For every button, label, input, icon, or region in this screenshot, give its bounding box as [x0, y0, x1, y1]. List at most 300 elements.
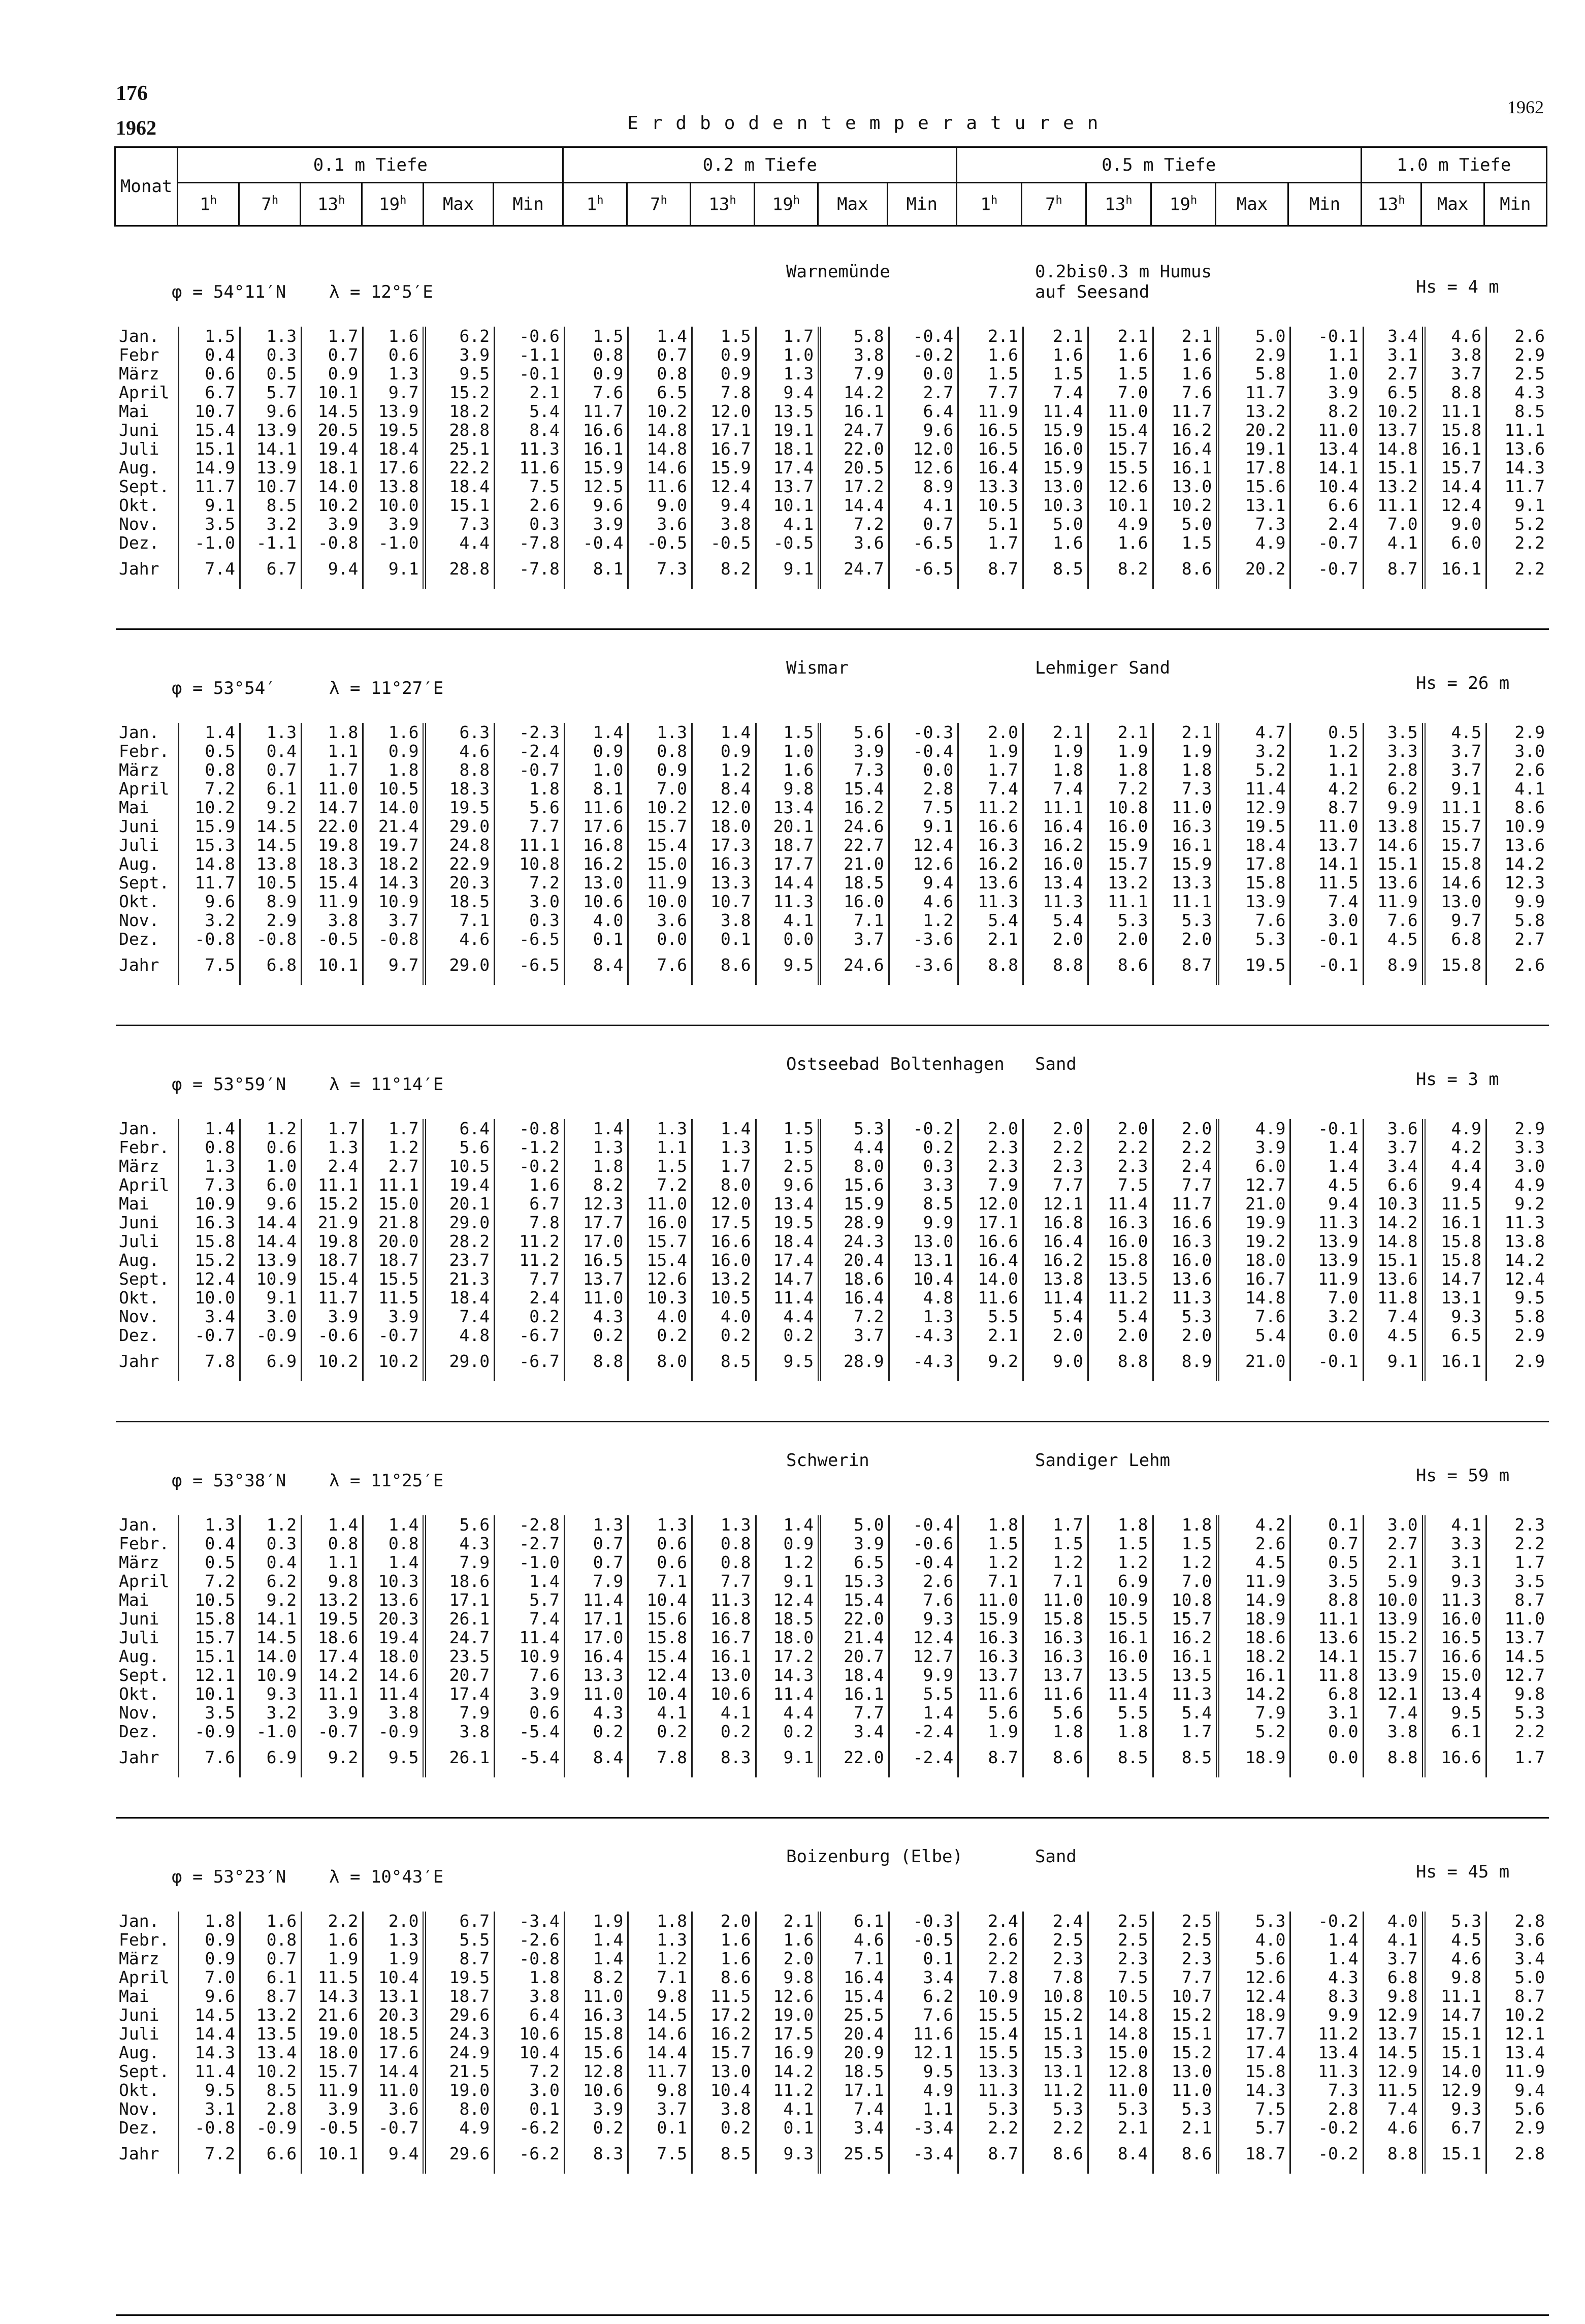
- temperature-cell: 11.2: [495, 1232, 565, 1251]
- month-label: Jan.: [116, 1119, 178, 1138]
- temperature-cell: 2.9: [240, 911, 302, 930]
- temperature-cell: 10.1: [1088, 496, 1153, 515]
- temperature-cell: 0.6: [628, 1553, 692, 1572]
- temperature-cell: 3.0: [1363, 1515, 1424, 1534]
- header-subcol: 19$^h$: [362, 183, 424, 226]
- temperature-cell: 2.1: [1153, 327, 1218, 345]
- temperature-cell: 8.7: [1514, 1590, 1545, 1610]
- temperature-cell: -0.9: [240, 2118, 302, 2137]
- temperature-cell: 17.7: [756, 854, 820, 873]
- temperature-cell: 13.5: [240, 2024, 302, 2043]
- temperature-cell: 13.5: [1088, 1269, 1153, 1288]
- temperature-cell: 20.7: [425, 1666, 495, 1684]
- temperature-cell: 9.2: [958, 1345, 1023, 1381]
- temperature-cell: 15.8: [1424, 421, 1486, 439]
- temperature-cell: 15.8: [178, 1232, 240, 1251]
- temperature-cell: 8.2: [1290, 402, 1363, 421]
- temperature-cell: 15.8: [1088, 1251, 1153, 1269]
- temperature-cell: 19.5: [363, 421, 425, 439]
- temperature-cell: 0.0: [1290, 1741, 1363, 1777]
- temperature-cell: 14.5: [1363, 2043, 1424, 2062]
- temperature-cell: 9.8: [1363, 1987, 1424, 2005]
- temperature-cell: -0.1: [1290, 948, 1363, 985]
- temperature-cell: 9.3: [240, 1684, 302, 1703]
- temperature-cell: 15.8: [1218, 2062, 1290, 2081]
- temperature-cell: 7.5: [1218, 2099, 1290, 2118]
- temperature-cell: 14.7: [1424, 2005, 1486, 2024]
- temperature-cell: 11.0: [1088, 402, 1153, 421]
- temperature-cell: 1.9: [1153, 742, 1218, 760]
- temperature-cell: 5.1: [958, 515, 1023, 533]
- temperature-cell: 1.6: [302, 1930, 363, 1949]
- temperature-cell: 13.8: [1504, 1231, 1545, 1251]
- temperature-cell: 16.4: [1153, 439, 1218, 458]
- temperature-cell: 12.1: [1023, 1194, 1088, 1213]
- temperature-cell: 8.9: [889, 477, 958, 496]
- month-label: Mai: [116, 402, 178, 421]
- temperature-cell: 14.1: [240, 1609, 302, 1628]
- temperature-cell: 7.6: [1218, 911, 1290, 930]
- latitude: φ = 53°23′N: [172, 1867, 286, 1887]
- temperature-cell: 1.5: [756, 1119, 820, 1138]
- month-label: Juni: [116, 817, 178, 836]
- data-table: [116, 327, 1549, 589]
- month-label: Sept.: [116, 1666, 178, 1684]
- temperature-cell: 0.5: [240, 364, 302, 383]
- temperature-cell: 13.9: [1218, 892, 1290, 911]
- temperature-cell: 8.7: [958, 2137, 1023, 2174]
- temperature-cell: 25.5: [820, 2005, 889, 2024]
- temperature-cell: 2.7: [363, 1157, 425, 1175]
- temperature-cell: -0.1: [1290, 930, 1363, 948]
- month-label: Dez.: [116, 1722, 178, 1741]
- temperature-cell: 16.9: [756, 2043, 820, 2062]
- temperature-cell: -0.1: [1290, 1345, 1363, 1381]
- temperature-cell: 10.2: [363, 1345, 425, 1381]
- temperature-cell: 5.7: [1218, 2118, 1290, 2137]
- temperature-cell: 2.5: [1153, 1930, 1218, 1949]
- header-subcol: 1$^h$: [563, 183, 627, 226]
- temperature-cell: 11.4: [1218, 779, 1290, 798]
- temperature-cell: 1.4: [363, 1515, 425, 1534]
- temperature-cell: 5.2: [1218, 1722, 1290, 1741]
- temperature-cell: -4.3: [889, 1326, 958, 1345]
- temperature-cell: -0.2: [1290, 2118, 1363, 2137]
- temperature-cell: 8.8: [958, 948, 1023, 985]
- temperature-cell: 5.5: [889, 1684, 958, 1703]
- temperature-cell: 1.5: [1023, 1534, 1088, 1553]
- temperature-cell: -1.1: [495, 345, 565, 364]
- temperature-cell: 5.3: [1088, 2099, 1153, 2118]
- temperature-cell: 15.8: [1424, 1251, 1486, 1269]
- temperature-cell: 1.3: [692, 1138, 756, 1157]
- temperature-cell: 11.2: [756, 2081, 820, 2099]
- temperature-cell: -1.0: [178, 533, 240, 552]
- temperature-cell: 2.3: [1088, 1949, 1153, 1968]
- temperature-cell: 8.5: [1153, 1741, 1218, 1777]
- temperature-cell: 15.1: [1153, 2024, 1218, 2043]
- temperature-cell: 4.4: [756, 1703, 820, 1722]
- temperature-cell: 13.5: [1088, 1666, 1153, 1684]
- temperature-cell: 6.7: [178, 383, 240, 402]
- month-row: [116, 892, 1549, 911]
- temperature-cell: 15.0: [1088, 2043, 1153, 2062]
- temperature-cell: 4.0: [628, 1307, 692, 1326]
- month-label: Aug.: [116, 854, 178, 873]
- temperature-cell: 14.0: [302, 477, 363, 496]
- temperature-cell: 5.5: [1088, 1703, 1153, 1722]
- temperature-cell: 4.3: [1514, 383, 1545, 402]
- temperature-cell: 7.8: [178, 1345, 240, 1381]
- temperature-cell: 6.4: [889, 402, 958, 421]
- temperature-cell: 8.4: [1088, 2137, 1153, 2174]
- temperature-cell: 11.3: [1424, 1590, 1486, 1609]
- temperature-cell: 25.1: [425, 439, 495, 458]
- temperature-cell: 15.9: [564, 458, 628, 477]
- temperature-cell: -0.5: [302, 930, 363, 948]
- temperature-cell: 11.2: [1023, 2081, 1088, 2099]
- temperature-cell: -0.8: [178, 930, 240, 948]
- temperature-cell: 2.0: [363, 1912, 425, 1930]
- temperature-cell: 18.6: [820, 1269, 889, 1288]
- temperature-cell: 10.0: [363, 496, 425, 515]
- temperature-cell: 1.3: [240, 723, 302, 742]
- temperature-cell: 3.9: [302, 1703, 363, 1722]
- month-row: [116, 1572, 1549, 1590]
- temperature-cell: 22.0: [820, 1741, 889, 1777]
- temperature-cell: 16.3: [1153, 1232, 1218, 1251]
- temperature-cell: 2.4: [958, 1912, 1023, 1930]
- temperature-cell: 17.4: [302, 1647, 363, 1666]
- temperature-cell: 7.4: [1363, 1307, 1424, 1326]
- temperature-cell: 11.2: [1088, 1288, 1153, 1307]
- temperature-cell: 15.1: [1363, 854, 1424, 873]
- temperature-cell: 1.8: [1153, 760, 1218, 779]
- temperature-cell: 11.4: [363, 1684, 425, 1703]
- temperature-cell: 4.0: [1363, 1912, 1424, 1930]
- temperature-cell: 9.3: [1424, 1572, 1486, 1590]
- temperature-cell: 0.4: [240, 742, 302, 760]
- temperature-cell: 20.5: [302, 421, 363, 439]
- temperature-cell: 5.7: [495, 1590, 565, 1609]
- temperature-cell: 1.3: [564, 1515, 628, 1534]
- temperature-cell: 4.9: [1218, 533, 1290, 552]
- temperature-cell: 13.5: [756, 402, 820, 421]
- temperature-cell: 4.3: [425, 1534, 495, 1553]
- temperature-cell: 2.2: [1514, 533, 1545, 553]
- temperature-cell: 9.5: [756, 1345, 820, 1381]
- temperature-cell: 7.2: [178, 1572, 240, 1590]
- temperature-cell: 4.6: [425, 742, 495, 760]
- temperature-cell: 11.6: [564, 798, 628, 817]
- month-label: Jan.: [116, 1912, 178, 1930]
- temperature-cell: 12.5: [564, 477, 628, 496]
- temperature-cell: 10.3: [628, 1288, 692, 1307]
- temperature-cell: 9.4: [363, 2137, 425, 2174]
- temperature-cell: 1.5: [1088, 1534, 1153, 1553]
- temperature-cell: 16.5: [958, 439, 1023, 458]
- temperature-cell: 9.1: [1424, 779, 1486, 798]
- temperature-cell: 2.4: [1290, 515, 1363, 533]
- temperature-cell: 1.7: [756, 327, 820, 345]
- temperature-cell: 9.4: [1514, 2080, 1545, 2100]
- temperature-cell: 12.6: [889, 854, 958, 873]
- temperature-cell: 1.6: [692, 1930, 756, 1949]
- temperature-cell: 2.6: [958, 1930, 1023, 1949]
- temperature-cell: 2.1: [1088, 2118, 1153, 2137]
- temperature-cell: 13.4: [1023, 873, 1088, 892]
- temperature-cell: -6.2: [495, 2118, 565, 2137]
- temperature-cell: 1.1: [302, 1553, 363, 1572]
- temperature-cell: 7.3: [628, 552, 692, 589]
- temperature-cell: 4.2: [1290, 779, 1363, 798]
- temperature-cell: 13.6: [1290, 1628, 1363, 1647]
- temperature-cell: 13.3: [1153, 873, 1218, 892]
- temperature-cell: 15.1: [1424, 2043, 1486, 2062]
- temperature-cell: 6.2: [240, 1572, 302, 1590]
- temperature-cell: 8.5: [240, 496, 302, 515]
- temperature-cell: 11.9: [1290, 1269, 1363, 1288]
- temperature-cell: 18.0: [1218, 1251, 1290, 1269]
- month-label: Febr.: [116, 1138, 178, 1157]
- temperature-cell: 2.1: [1153, 2118, 1218, 2137]
- temperature-cell: 1.9: [958, 742, 1023, 760]
- temperature-cell: 28.9: [820, 1213, 889, 1232]
- data-table: [116, 723, 1549, 985]
- temperature-cell: 14.4: [820, 496, 889, 515]
- temperature-cell: 13.6: [1363, 1269, 1424, 1288]
- month-row: [116, 1119, 1549, 1138]
- temperature-cell: 1.5: [958, 364, 1023, 383]
- temperature-cell: 3.6: [363, 2099, 425, 2118]
- month-row: [116, 2118, 1549, 2137]
- temperature-cell: 13.9: [363, 402, 425, 421]
- temperature-cell: 14.4: [1424, 477, 1486, 496]
- temperature-cell: 10.9: [240, 1269, 302, 1288]
- temperature-cell: 13.7: [756, 477, 820, 496]
- temperature-cell: 15.1: [1023, 2024, 1088, 2043]
- temperature-cell: 0.8: [628, 742, 692, 760]
- station-name: Wismar: [786, 658, 849, 678]
- temperature-cell: 13.9: [1290, 1232, 1363, 1251]
- temperature-cell: 15.7: [1088, 439, 1153, 458]
- temperature-cell: 17.5: [756, 2024, 820, 2043]
- temperature-cell: 11.4: [1088, 1194, 1153, 1213]
- temperature-cell: 0.2: [628, 1326, 692, 1345]
- temperature-cell: 11.1: [302, 1175, 363, 1194]
- temperature-cell: 14.4: [756, 873, 820, 892]
- temperature-cell: 1.6: [1153, 345, 1218, 364]
- temperature-cell: 15.9: [1153, 854, 1218, 873]
- temperature-cell: 18.2: [363, 854, 425, 873]
- temperature-cell: 5.3: [1153, 2099, 1218, 2118]
- temperature-cell: 1.0: [756, 742, 820, 760]
- header-subcol: 19$^h$: [1151, 183, 1216, 226]
- temperature-cell: 20.2: [1218, 552, 1290, 589]
- temperature-cell: 9.1: [756, 1572, 820, 1590]
- temperature-cell: 17.7: [1218, 2024, 1290, 2043]
- header-subcol: 1$^h$: [178, 183, 239, 226]
- temperature-cell: 13.0: [1424, 892, 1486, 911]
- temperature-cell: 15.2: [302, 1194, 363, 1213]
- temperature-cell: 0.5: [1290, 723, 1363, 742]
- temperature-cell: 6.3: [425, 723, 495, 742]
- month-row: [116, 836, 1549, 854]
- temperature-cell: 13.6: [363, 1590, 425, 1609]
- temperature-cell: 1.3: [628, 1930, 692, 1949]
- temperature-cell: -2.7: [495, 1534, 565, 1553]
- header-subcol: 19$^h$: [754, 183, 818, 226]
- temperature-cell: 2.7: [1514, 929, 1545, 949]
- temperature-cell: 12.7: [1218, 1175, 1290, 1194]
- temperature-cell: 10.8: [1023, 1987, 1088, 2005]
- temperature-cell: 1.6: [363, 327, 425, 345]
- temperature-cell: 15.4: [302, 1269, 363, 1288]
- temperature-cell: 11.0: [564, 1987, 628, 2005]
- header-depth-1.0: 1.0 m Tiefe: [1361, 147, 1546, 183]
- temperature-cell: 22.0: [820, 1609, 889, 1628]
- temperature-cell: 0.8: [628, 364, 692, 383]
- temperature-cell: 3.3: [889, 1175, 958, 1194]
- month-label: Juli: [116, 2024, 178, 2043]
- temperature-cell: 3.7: [628, 2099, 692, 2118]
- temperature-cell: 3.9: [564, 2099, 628, 2118]
- temperature-cell: 15.7: [628, 817, 692, 836]
- temperature-cell: 2.9: [1514, 345, 1545, 365]
- temperature-cell: 9.8: [756, 1968, 820, 1987]
- temperature-cell: 9.5: [425, 364, 495, 383]
- temperature-cell: 0.8: [178, 760, 240, 779]
- temperature-cell: 8.0: [820, 1157, 889, 1175]
- temperature-cell: 10.5: [958, 496, 1023, 515]
- temperature-cell: 2.2: [1514, 1722, 1545, 1741]
- temperature-cell: -2.4: [495, 742, 565, 760]
- temperature-cell: 7.3: [1153, 779, 1218, 798]
- temperature-cell: 13.4: [756, 798, 820, 817]
- longitude: λ = 11°14′E: [329, 1074, 444, 1095]
- month-row: [116, 1553, 1549, 1572]
- temperature-cell: 2.9: [1218, 345, 1290, 364]
- temperature-cell: -0.9: [363, 1722, 425, 1741]
- temperature-cell: -0.6: [302, 1326, 363, 1345]
- temperature-cell: 5.6: [425, 1515, 495, 1534]
- temperature-cell: 8.2: [564, 1968, 628, 1987]
- temperature-cell: 2.4: [1153, 1157, 1218, 1175]
- month-row: [116, 854, 1549, 873]
- temperature-cell: 15.2: [1363, 1628, 1424, 1647]
- temperature-cell: 15.3: [1023, 2043, 1088, 2062]
- month-label: Sept.: [116, 2062, 178, 2081]
- temperature-cell: 2.0: [958, 1119, 1023, 1138]
- month-label: Mai: [116, 798, 178, 817]
- temperature-cell: 1.6: [1023, 533, 1088, 552]
- temperature-cell: 14.2: [1504, 854, 1545, 874]
- temperature-cell: 5.3: [1153, 911, 1218, 930]
- temperature-cell: 10.9: [1504, 816, 1545, 836]
- temperature-cell: 14.0: [958, 1269, 1023, 1288]
- temperature-cell: 2.3: [1023, 1949, 1088, 1968]
- temperature-cell: 3.8: [692, 911, 756, 930]
- temperature-cell: 9.5: [889, 2062, 958, 2081]
- temperature-cell: 3.8: [1363, 1722, 1424, 1741]
- temperature-cell: 12.4: [178, 1269, 240, 1288]
- temperature-cell: 0.6: [240, 1138, 302, 1157]
- temperature-cell: 1.4: [495, 1572, 565, 1590]
- temperature-cell: 14.5: [240, 817, 302, 836]
- month-label: Sept.: [116, 477, 178, 496]
- temperature-cell: 3.5: [1363, 723, 1424, 742]
- temperature-cell: 4.1: [756, 911, 820, 930]
- temperature-cell: 2.2: [1514, 1534, 1545, 1553]
- temperature-cell: 16.7: [692, 1628, 756, 1647]
- temperature-cell: 12.4: [1424, 496, 1486, 515]
- month-label: Jahr: [116, 1741, 178, 1777]
- page-title: Erdbodentemperaturen: [627, 113, 1112, 134]
- month-label: März: [116, 760, 178, 779]
- temperature-cell: 5.0: [1514, 1967, 1545, 1987]
- station-name: Warnemünde: [786, 262, 890, 282]
- temperature-cell: 3.5: [178, 515, 240, 533]
- temperature-cell: 4.9: [1088, 515, 1153, 533]
- temperature-cell: 0.1: [692, 930, 756, 948]
- temperature-cell: 3.1: [1424, 1553, 1486, 1572]
- header-subcolumns: [115, 183, 1547, 226]
- temperature-cell: 9.2: [302, 1741, 363, 1777]
- temperature-cell: 4.4: [756, 1307, 820, 1326]
- temperature-cell: 4.1: [889, 496, 958, 515]
- temperature-cell: 2.8: [1363, 760, 1424, 779]
- month-label: Okt.: [116, 2081, 178, 2099]
- temperature-cell: 1.4: [564, 1119, 628, 1138]
- temperature-cell: 15.2: [425, 383, 495, 402]
- station-section: [116, 1425, 1549, 1816]
- temperature-cell: 15.7: [1424, 817, 1486, 836]
- temperature-cell: -0.5: [628, 533, 692, 552]
- temperature-cell: 3.6: [628, 515, 692, 533]
- temperature-cell: 8.7: [1514, 1986, 1545, 2006]
- temperature-cell: 5.4: [958, 911, 1023, 930]
- temperature-cell: 13.8: [1363, 817, 1424, 836]
- temperature-cell: 13.4: [1290, 439, 1363, 458]
- month-row: [116, 1326, 1549, 1345]
- temperature-cell: 1.5: [178, 327, 240, 345]
- temperature-cell: 1.9: [1023, 742, 1088, 760]
- temperature-cell: -0.1: [1290, 1119, 1363, 1138]
- temperature-cell: 3.1: [178, 2099, 240, 2118]
- temperature-cell: 10.9: [495, 1647, 565, 1666]
- temperature-cell: 15.8: [628, 1628, 692, 1647]
- temperature-cell: 3.3: [1363, 742, 1424, 760]
- temperature-cell: 11.9: [1218, 1572, 1290, 1590]
- temperature-cell: 15.4: [1088, 421, 1153, 439]
- month-label: Dez.: [116, 2118, 178, 2137]
- temperature-cell: 28.8: [425, 421, 495, 439]
- temperature-cell: 11.0: [363, 2081, 425, 2099]
- temperature-cell: 3.8: [302, 911, 363, 930]
- month-label: Jan.: [116, 327, 178, 345]
- temperature-cell: 7.1: [425, 911, 495, 930]
- temperature-cell: 16.4: [564, 1647, 628, 1666]
- temperature-cell: 11.0: [1088, 2081, 1153, 2099]
- temperature-cell: 2.1: [1088, 723, 1153, 742]
- temperature-cell: 11.6: [628, 477, 692, 496]
- temperature-cell: 8.8: [1363, 2137, 1424, 2174]
- temperature-cell: 16.8: [692, 1609, 756, 1628]
- temperature-cell: 29.6: [425, 2005, 495, 2024]
- temperature-cell: 9.9: [1363, 798, 1424, 817]
- temperature-cell: 3.8: [363, 1703, 425, 1722]
- temperature-cell: 14.6: [1363, 836, 1424, 854]
